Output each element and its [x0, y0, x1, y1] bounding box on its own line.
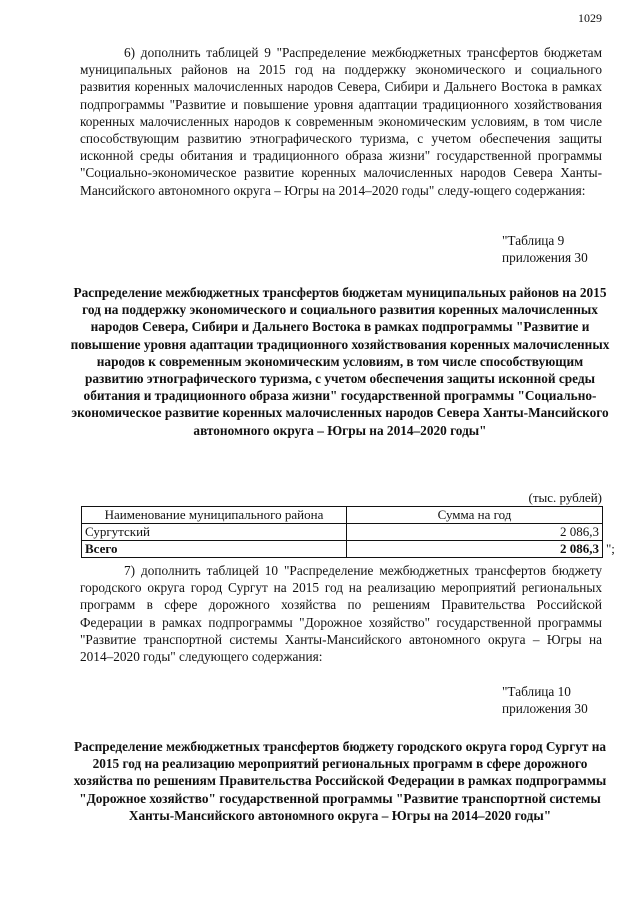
column-header-district: Наименование муниципального района	[82, 507, 347, 524]
table9-caption	[502, 232, 602, 266]
column-header-sum: Сумма на год	[347, 507, 603, 524]
table9-caption-line2: приложения 30	[502, 250, 588, 266]
cell-sum: 2 086,3	[347, 524, 603, 541]
paragraph-7: 7) дополнить таблицей 10 "Распределение межбюджетных трансфертов бюджету городского округа город Сургут на 2015 год на реализацию мероприятий региональных программ в сфере дорожного хозяйства по решениям Правительства Российской Федерации в рамках подпрограммы "Дорожное хозяйство" государственной программы "Развитие транспортной системы Ханты-Мансийского автономного округа – Югры на 2014–2020 годы" следующего содержания:	[80, 563, 602, 665]
page-number: 1029	[578, 11, 602, 25]
table10-caption	[502, 683, 602, 717]
table10-heading: Распределение межбюджетных трансфертов бюджету городского округа город Сургут на 2015 год на реализацию мероприятий региональных программ в сфере дорожного хозяйства по решениям Правительства Российской Федерации в рамках подпрограммы "Дорожное хозяйство" государственной программы "Развитие транспортной системы Ханты-Мансийского автономного округа – Югры на 2014–2020 годы"	[73, 739, 607, 823]
cell-total-label: Всего	[82, 541, 347, 558]
paragraph-6: 6) дополнить таблицей 9 "Распределение межбюджетных трансфертов бюджетам муниципальных районов на 2015 год на поддержку экономического и социального развития коренных малочисленных народов Севера, Сибири и Дальнего Востока в рамках подпрограммы "Развитие и повышение уровня адаптации традиционного хозяйствования коренных малочисленных народов к современным экономическим условиям, в том числе способствующим развитию этнографического туризма, с учетом обеспечения защиты исконной среды обитания и традиционного образа жизни" государственной программы "Социально-экономическое развитие коренных малочисленных народов Севера Ханты-Мансийского автономного округа – Югры на 2014–2020 годы" следу-ющего содержания:	[80, 45, 602, 198]
table-total-row	[82, 541, 603, 558]
table10-caption-line1: "Таблица 10	[502, 684, 571, 699]
table9-heading: Распределение межбюджетных трансфертов бюджетам муниципальных районов на 2015 год на поддержку экономического и социального развития коренных малочисленных народов Севера, Сибири и Дальнего Востока в рамках подпрограммы "Развитие и повышение уровня адаптации традиционного хозяйствования коренных малочисленных народов к современным экономическим условиям, в том числе способствующим развитию этнографического туризма, с учетом обеспечения защиты исконной среды обитания и традиционного образа жизни" государственной программы "Социально-экономическое развитие коренных малочисленных народов Севера Ханты-Мансийского автономного округа – Югры на 2014–2020 годы"	[70, 285, 610, 438]
table10-caption-line2: приложения 30	[502, 701, 588, 717]
table-header-row	[82, 507, 603, 524]
cell-district-name: Сургутский	[82, 524, 347, 541]
table9-end-mark: ";	[606, 541, 615, 556]
cell-total-sum: 2 086,3	[347, 541, 603, 558]
table-row	[82, 524, 603, 541]
table9-units: (тыс. рублей)	[528, 490, 602, 505]
table9-caption-line1: "Таблица 9	[502, 233, 565, 248]
table9	[81, 506, 603, 558]
